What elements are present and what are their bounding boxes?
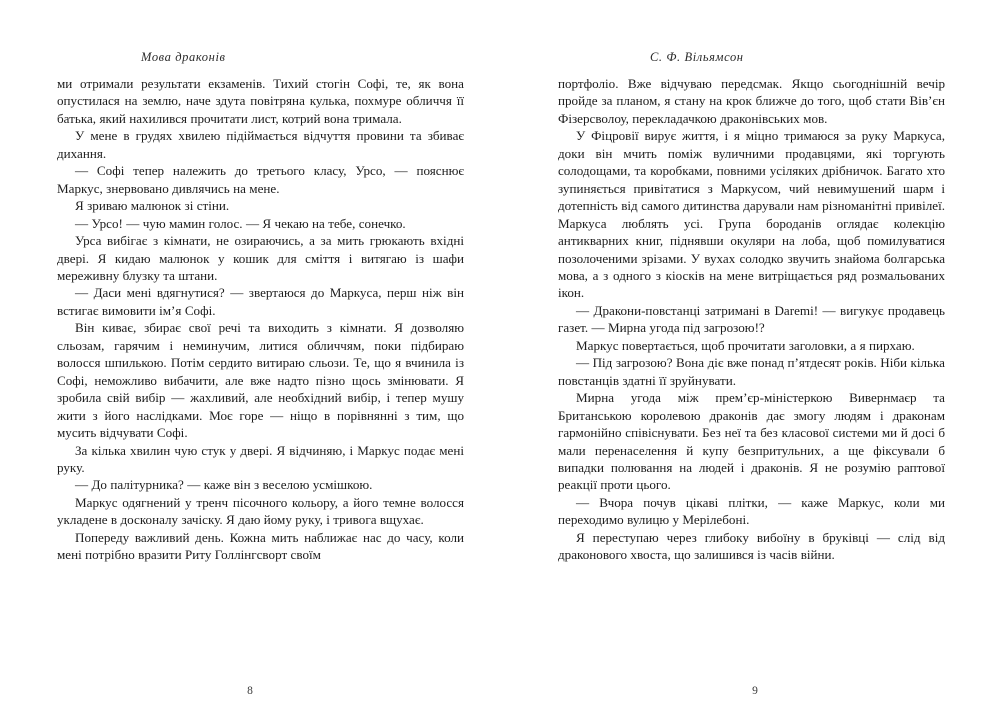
paragraph: Попереду важливий день. Кожна мить наближає нас до часу, коли мені потрібно вразити Риту Голлінгсворт своїм [57, 529, 464, 563]
paragraph: портфоліо. Вже відчуваю передсмак. Якщо сьогоднішній вечір пройде за планом, я стану на крок ближче до того, щоб стати Вів’єн Фізерсволоу, перекладачкою драконівських мов. [558, 76, 945, 126]
paragraph: Я переступаю через глибоку вибоїну в бруківці — слід від драконового хвоста, що залишився із часів війни. [558, 529, 945, 563]
paragraph: Я зриваю малюнок зі стіни. [75, 198, 230, 214]
paragraph: — До палітурника? — каже він з веселою усмішкою. [75, 477, 373, 493]
page-number-right: 9 [752, 685, 758, 697]
paragraph: Він киває, збирає свої речі та виходить з кімнати. Я дозволяю сльозам, гарячим і неминучим, литися обличчям, поки підбираю волосся шпилькою. Потім сердито витираю сльози. Те, що я вчинила із Софі, неможливо вибачити, але вже надто пізно щось змінювати. Я зробила свій вибір — жахливий, але необхідний вибір, і тепер мушу жити з його наслідками. Моє горе — ніщо в порівнянні з тим, що мусить відчувати Софі. [57, 320, 464, 441]
paragraph: — Софі тепер належить до третього класу, Урсо, — пояснює Маркус, знервовано дивлячись на мене. [57, 163, 464, 196]
running-head-right: С. Ф. Вільямсон [650, 50, 744, 64]
paragraph: Урса вибігає з кімнати, не озираючись, а за мить грюкають вхідні двері. Я кидаю малюнок у кошик для сміття і витягаю із шафи мереживну блузку та штани. [57, 233, 464, 283]
paragraph: У Фіцровії вирує життя, і я міцно тримаюся за руку Маркуса, доки він мчить поміж вуличними продавцями, які торгують солодощами, та коробками, повними усіляких дрібничок. Багато хто зупиняється привітатися з Маркусом, чий невимушений шарм і дотепність від самого дитинства дарували нам різноманітні привілеї. Маркуса люблять усі. Група бороданів оглядає колекцію антикварних книг, піднявши окуляри на лоба, щоб помилуватися позолоченими зрізами. У вухах солодко звучить знайома болгарська мова, а з одного з кіосків на мене витріщається ряд розмальованих ікон. [558, 128, 945, 301]
paragraph: Маркус одягнений у тренч пісочного кольору, а його темне волосся укладене в досконалу зачіску. Я даю йому руку, і тривога вщухає. [57, 494, 464, 528]
right-page-text-block [558, 75, 945, 564]
running-head-left: Мова драконів [141, 50, 226, 64]
page-right [500, 0, 1000, 724]
left-page-text-block [57, 75, 464, 564]
paragraph: — Даси мені вдягнутися? — звертаюся до Маркуса, перш ніж він встигає вимовити ім’я Софі. [57, 285, 464, 318]
page-number-left: 8 [247, 685, 253, 697]
paragraph: — Вчора почув цікаві плітки, — каже Маркус, коли ми переходимо вулицю у Мерілебоні. [558, 494, 945, 528]
paragraph: Мирна угода між прем’єр-міністеркою Вивернмаєр та Британською королевою драконів дає змогу людям і драконам гармонійно співіснувати. Без неї та без класової системи ми й досі б мали перенаселення й купу безпритульних, а ще фіксували б випадки полювання на людей і драконів. Я не розумію раптової реакції проти цього. [558, 390, 945, 493]
paragraph: — Дракони-повстанці затримані в Daremi! — вигукує продавець газет. — Мирна угода під загрозою!? [558, 302, 945, 336]
paragraph: У мене в грудях хвилею підіймається відчуття провини та збиває дихання. [57, 128, 464, 161]
paragraph: — Під загрозою? Вона діє вже понад п’ятдесят років. Ніби кілька повстанців здатні її зруйнувати. [558, 355, 945, 388]
paragraph: — Урсо! — чую мамин голос. — Я чекаю на тебе, сонечко. [75, 215, 406, 231]
paragraph: За кілька хвилин чую стук у двері. Я відчиняю, і Маркус подає мені руку. [57, 442, 464, 475]
paragraph: Маркус повертається, щоб прочитати заголовки, а я пирхаю. [576, 337, 915, 353]
paragraph: ми отримали результати екзаменів. Тихий стогін Софі, те, як вона опустилася на землю, наче здута повітряна кулька, похмуре обличчя її батька, який нахилився прочитати лист, котрий вона тримала. [57, 76, 464, 126]
